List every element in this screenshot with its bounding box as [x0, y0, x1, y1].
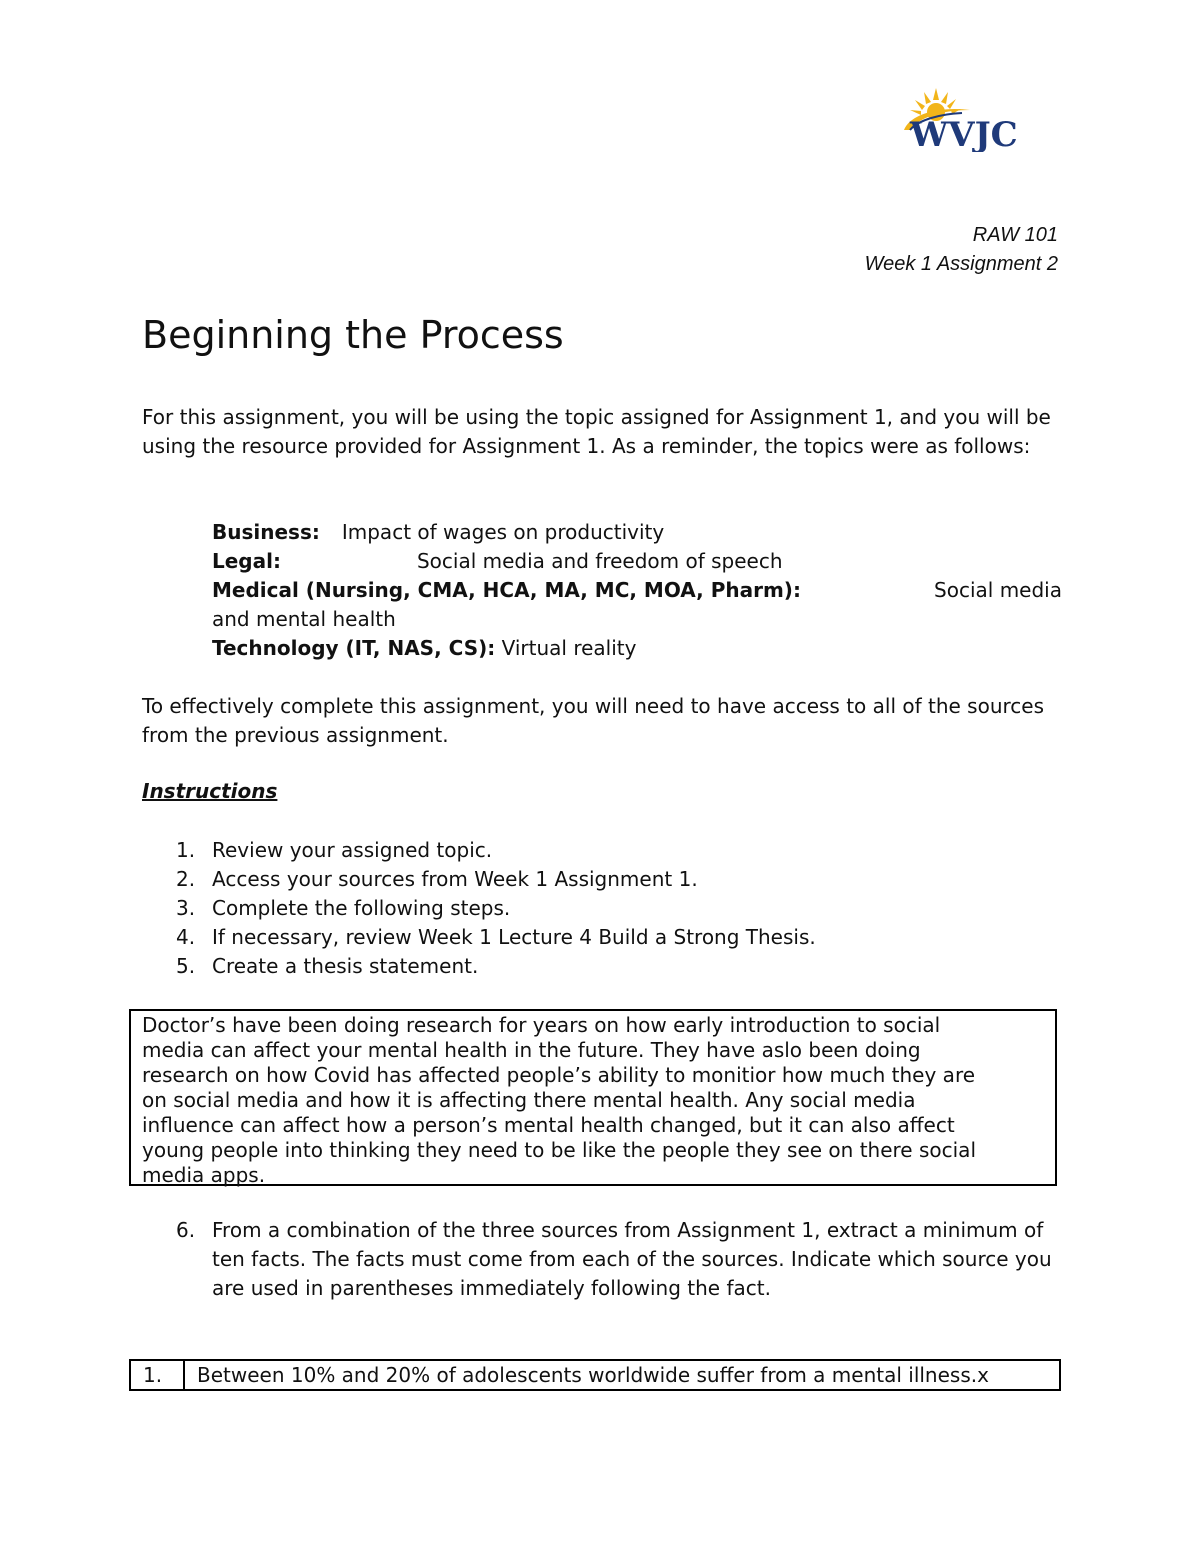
thesis-line: influence can affect how a person’s mental health changed, but it can also affect	[142, 1113, 955, 1137]
step-number: 2.	[176, 867, 196, 891]
thesis-line: research on how Covid has affected people’s ability to monitior how much they are	[142, 1063, 976, 1087]
topic-business	[212, 518, 1062, 547]
logo-wordmark: WVJC	[910, 115, 1018, 152]
assignment-label: Week 1 Assignment 2	[864, 253, 1058, 275]
step-text: Access your sources from Week 1 Assignment 1.	[212, 867, 698, 891]
course-info	[865, 221, 1058, 279]
table-row	[130, 1360, 1060, 1390]
thesis-line: media can affect your mental health in the future. They have aslo been doing	[142, 1038, 921, 1062]
topic-text: Social media and freedom of speech	[416, 549, 783, 573]
topic-text: Virtual reality	[501, 636, 637, 660]
list-item	[142, 923, 1062, 952]
topic-technology	[212, 634, 1062, 663]
topic-medical	[212, 576, 1062, 605]
step-text: If necessary, review Week 1 Lecture 4 Build a Strong Thesis.	[212, 925, 816, 949]
page-title: Beginning the Process	[142, 313, 564, 357]
thesis-line: media apps.	[142, 1163, 266, 1187]
topic-medical-continued: and mental health	[212, 607, 396, 631]
list-item	[142, 952, 1062, 981]
topic-label: Medical (Nursing, CMA, HCA, MA, MC, MOA, Pharm):	[212, 578, 801, 602]
step-number: 6.	[176, 1218, 196, 1242]
topic-legal	[212, 547, 1062, 576]
thesis-line: Doctor’s have been doing research for years on how early introduction to social	[142, 1013, 941, 1037]
thesis-line: on social media and how it is affecting there mental health. Any social media	[142, 1088, 916, 1112]
topics-list	[212, 518, 1062, 663]
thesis-line: young people into thinking they need to be like the people they see on there social	[142, 1138, 976, 1162]
topic-label: Legal:	[212, 549, 281, 573]
topic-label: Technology (IT, NAS, CS):	[212, 636, 496, 660]
step-number: 3.	[176, 896, 196, 920]
topic-text: Impact of wages on productivity	[341, 520, 665, 544]
instructions-heading: Instructions	[142, 779, 278, 803]
step-number: 4.	[176, 925, 196, 949]
fact-number-cell[interactable]: 1.	[130, 1360, 184, 1390]
intro-paragraph: For this assignment, you will be using the topic assigned for Assignment 1, and you will be using the resource provided for Assignment 1. As a reminder, the topics were as follows:	[142, 405, 1051, 458]
topic-label: Business:	[212, 520, 320, 544]
fact-text-cell[interactable]: Between 10% and 20% of adolescents worldwide suffer from a mental illness.x	[184, 1360, 1060, 1390]
list-item	[142, 894, 1062, 923]
thesis-statement-box[interactable]	[129, 1009, 1057, 1186]
step-text: From a combination of the three sources from Assignment 1, extract a minimum of ten facts. The facts must come from each of the sources. Indicate which source you are used in parentheses immediately following the fact.	[212, 1218, 1052, 1300]
step-number: 5.	[176, 954, 196, 978]
instructions-list-continued	[142, 1216, 1062, 1303]
step-text: Review your assigned topic.	[212, 838, 493, 862]
step-text: Create a thesis statement.	[212, 954, 479, 978]
list-item	[142, 836, 1062, 865]
facts-table	[129, 1359, 1061, 1391]
list-item	[142, 1216, 1062, 1303]
instructions-list	[142, 836, 1062, 981]
access-paragraph: To effectively complete this assignment, you will need to have access to all of the sources from the previous assignment.	[142, 694, 1045, 747]
college-logo	[900, 86, 1035, 152]
list-item	[142, 865, 1062, 894]
step-text: Complete the following steps.	[212, 896, 511, 920]
step-number: 1.	[176, 838, 196, 862]
topic-text: Social media	[934, 578, 1062, 602]
course-code: RAW 101	[972, 224, 1058, 246]
